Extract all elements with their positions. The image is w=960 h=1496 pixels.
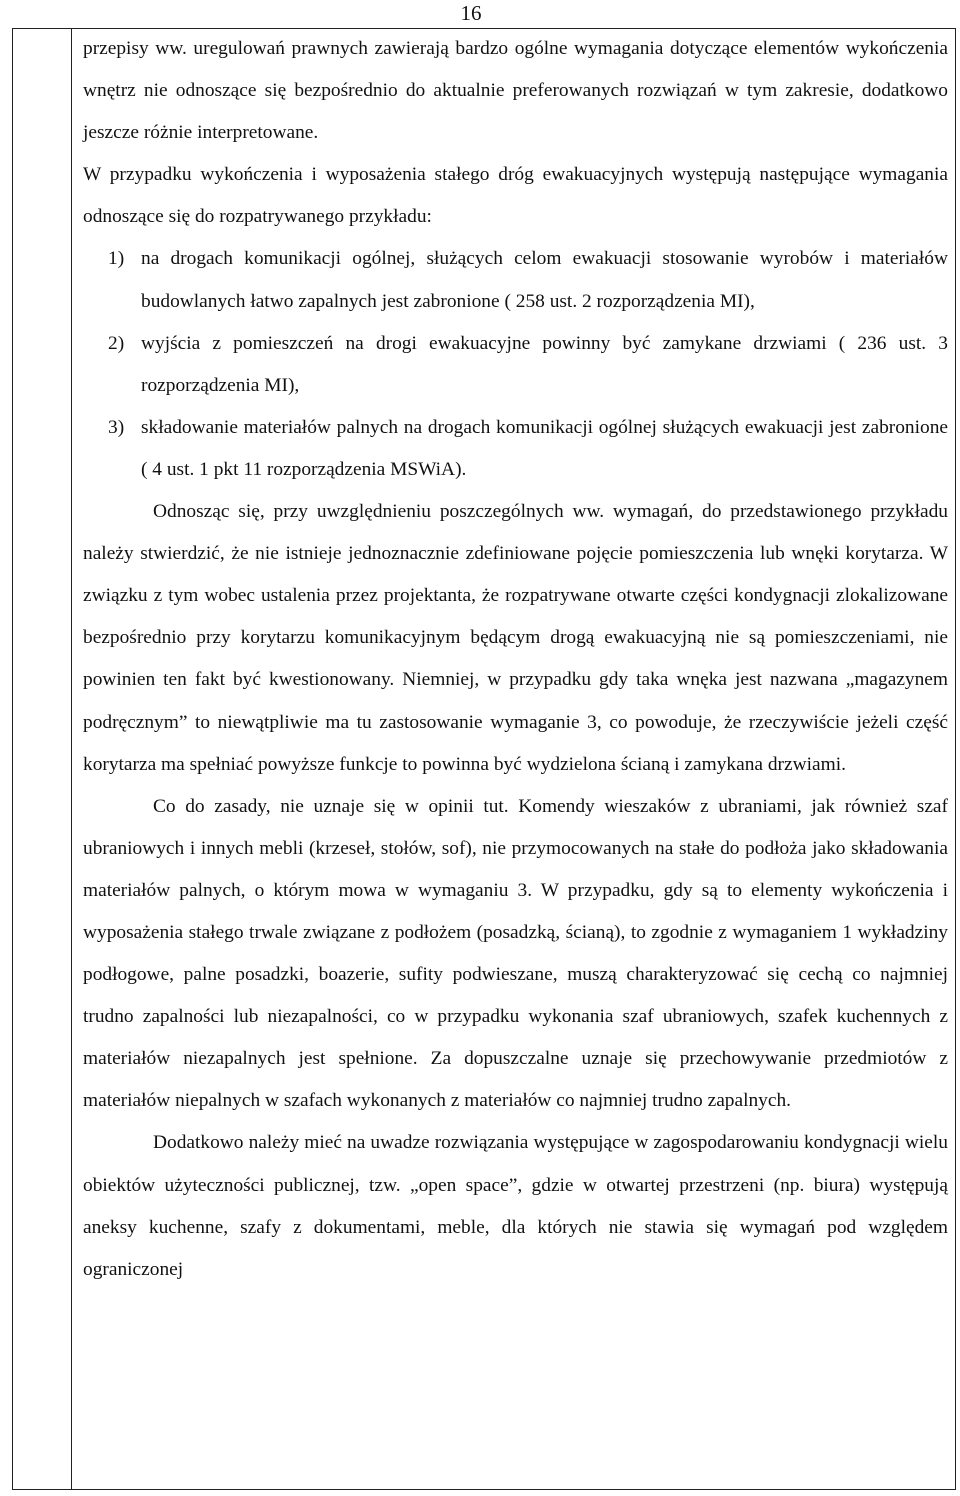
list-number: 1) xyxy=(108,248,125,270)
paragraph-1: przepisy ww. uregulowań prawnych zawierają bardzo ogólne wymagania dotyczące elementów wykończenia wnętrz nie odnoszące się bezpośrednio do aktualnie preferowanych rozwiązań w tym zakresie, dodatkowo jeszcze różnie interpretowane. xyxy=(83,38,948,144)
list-text: wyjścia z pomieszczeń na drogi ewakuacyjne powinny być zamykane drzwiami ( 236 ust. 3 rozporządzenia MI), xyxy=(141,332,948,396)
paragraph-2: W przypadku wykończenia i wyposażenia stałego dróg ewakuacyjnych występują następujące wymagania odnoszące się do rozpatrywanego przykładu: xyxy=(83,164,948,228)
list-item-1 xyxy=(83,238,948,322)
margin-divider xyxy=(71,29,72,1489)
list-item-2 xyxy=(83,323,948,407)
list-number: 3) xyxy=(108,416,125,438)
list-text: składowanie materiałów palnych na drogach komunikacji ogólnej służących ewakuacji jest zabronione ( 4 ust. 1 pkt 11 rozporządzenia MSWiA). xyxy=(141,416,948,480)
document-body xyxy=(83,28,948,1291)
paragraph-4: Co do zasady, nie uznaje się w opinii tut. Komendy wieszaków z ubraniami, jak również szaf ubraniowych i innych mebli (krzeseł, stołów, sof), nie przymocowanych na stałe do podłoża jako składowania materiałów palnych, o którym mowa w wymaganiu 3. W przypadku, gdy są to elementy wykończenia i wyposażenia stałego trwale związane z podłożem (posadzką, ścianą), to zgodnie z wymaganiem 1 wykładziny podłogowe, palne posadzki, boazerie, sufity podwieszane, muszą charakteryzować się cechą co najmniej trudno zapalności lub niezapalności, co w przypadku wykonania szaf ubraniowych, szafek kuchennych z materiałów niezapalnych jest spełnione. Za dopuszczalne uznaje się przechowywanie przedmiotów z materiałów niepalnych w szafach wykonanych z materiałów co najmniej trudno zapalnych. xyxy=(83,795,948,1112)
list-number: 2) xyxy=(108,332,125,354)
list-item-3 xyxy=(83,407,948,491)
list-text: na drogach komunikacji ogólnej, służących celom ewakuacji stosowanie wyrobów i materiałów budowlanych łatwo zapalnych jest zabronione ( 258 ust. 2 rozporządzenia MI), xyxy=(141,248,948,312)
page-number: 16 xyxy=(460,1,482,25)
paragraph-3: Odnosząc się, przy uwzględnieniu poszczególnych ww. wymagań, do przedstawionego przykładu należy stwierdzić, że nie istnieje jednoznacznie zdefiniowane pojęcie pomieszczenia lub wnęki korytarza. W związku z tym wobec ustalenia przez projektanta, że rozpatrywane otwarte części kondygnacji zlokalizowane bezpośrednio przy korytarzu komunikacyjnym będącym drogą ewakuacyjną nie są pomieszczeniami, nie powinien ten fakt być kwestionowany. Niemniej, w przypadku gdy taka wnęka jest nazwana „magazynem podręcznym” to niewątpliwie ma tu zastosowanie wymaganie 3, co powoduje, że rzeczywiście jeżeli część korytarza ma spełniać powyższe funkcje to powinna być wydzielona ścianą i zamykana drzwiami. xyxy=(83,501,948,775)
paragraph-5: Dodatkowo należy mieć na uwadze rozwiązania występujące w zagospodarowaniu kondygnacji wielu obiektów użyteczności publicznej, tzw. „open space”, gdzie w otwartej przestrzeni (np. biura) występują aneksy kuchenne, szafy z dokumentami, meble, dla których nie stawia się wymagań pod względem ograniczonej xyxy=(83,1132,948,1280)
